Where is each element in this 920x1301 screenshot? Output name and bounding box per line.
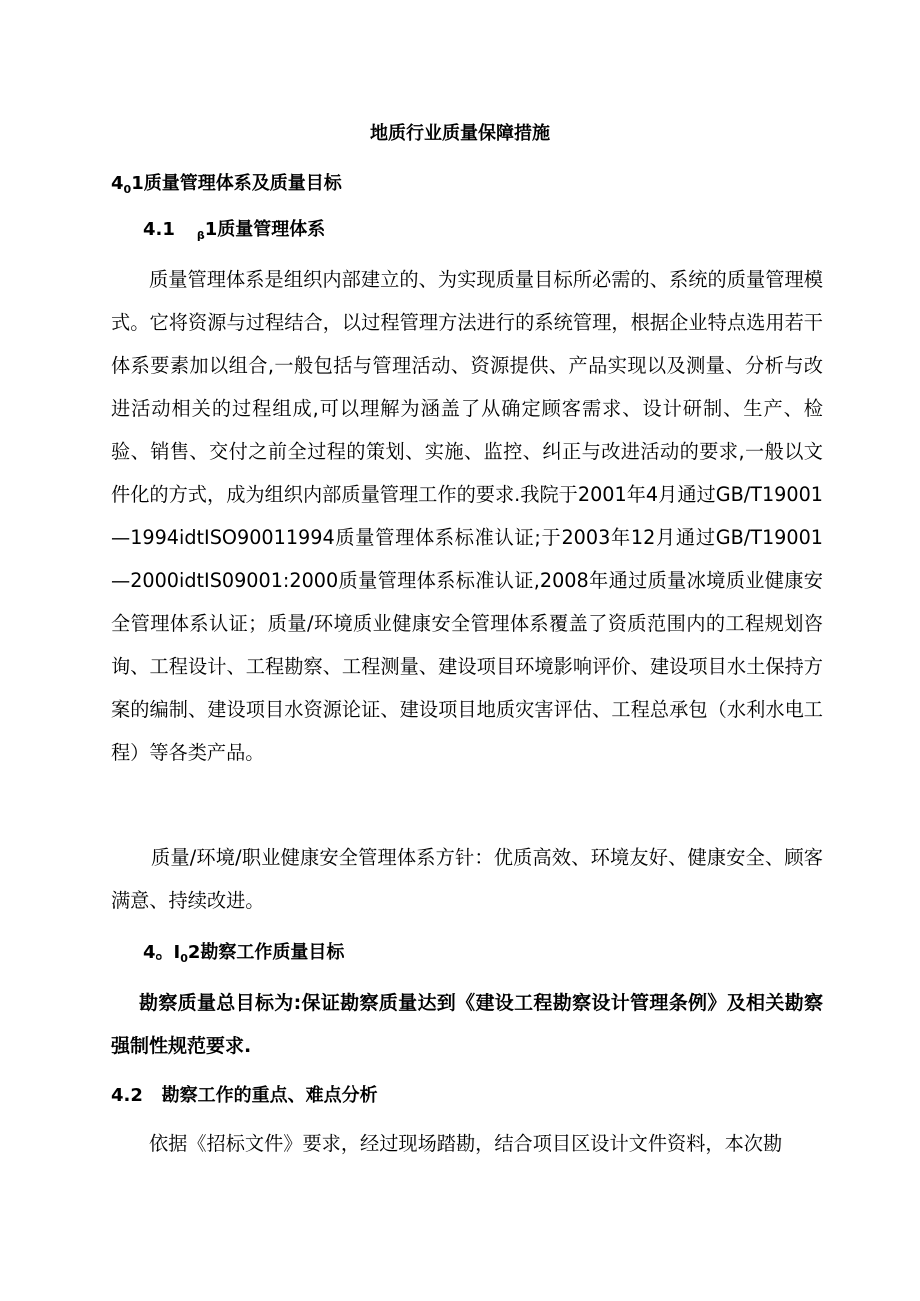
section-heading-4-2: 4.2 勘察工作的重点、难点分析 — [111, 1085, 378, 1106]
heading-number: 4 — [111, 173, 124, 194]
heading-subscript: 0 — [123, 183, 132, 196]
heading-text: 2勘察工作质量目标 — [187, 942, 345, 963]
page-title: 地质行业质量保障措施 — [370, 123, 550, 144]
paragraph-quality-goal: 勘察质量总目标为:保证勘察质量达到《建设工程勘察设计管理条例》及相关勘察强制性规范要求. — [111, 992, 823, 1057]
heading-subscript: 0 — [180, 952, 188, 965]
heading-number: 4。I — [143, 942, 181, 963]
paragraph-policy: 质量/环境/职业健康安全管理体系方针：优质高效、环境友好、健康安全、顾客满意、持续改进。 — [111, 846, 823, 912]
paragraph-quality-system: 质量管理体系是组织内部建立的、为实现质量目标所必需的、系统的质量管理模式。它将资源与过程结合，以过程管理方法进行的系统管理，根据企业特点选用若干体系要素加以组合,一般包括与管理活动、资源提供、产品实现以及测量、分析与改进活动相关的过程组成,可以理解为涵盖了从确定顾客需求、设计研制、生产、检验、销售、交付之前全过程的策划、实施、监控、纠正与改进活动的要求,一般以文件化的方式，成为组织内部质量管理工作的要求.我院于2001年4月通过GB/T19001—1994idtISO90011994质量管理体系标准认证;于2003年12月通过GB/T19001—2000idtIS09001:2000质量管理体系标准认证,2008年通过质量冰境质业健康安全管理体系认证；质量/环境质业健康安全管理体系覆盖了资质范围内的工程规划咨询、工程设计、工程勘察、工程测量、建设项目环境影响评价、建设项目水土保持方案的编制、建设项目水资源论证、建设项目地质灾害评估、工程总承包（水利水电工程）等各类产品。 — [111, 268, 823, 764]
subsection-heading-4-1-2 — [143, 940, 344, 972]
section-heading-4-1 — [111, 171, 342, 203]
paragraph-analysis: 依据《招标文件》要求，经过现场踏勘，结合项目区设计文件资料，本次勘 — [149, 1132, 783, 1155]
heading-text: 1质量管理体系及质量目标 — [131, 173, 342, 194]
heading-number: 4.1 — [143, 219, 175, 240]
subsection-heading-4-1-1 — [143, 217, 325, 249]
heading-subscript: β — [196, 229, 205, 242]
heading-text: 1质量管理体系 — [204, 219, 326, 240]
